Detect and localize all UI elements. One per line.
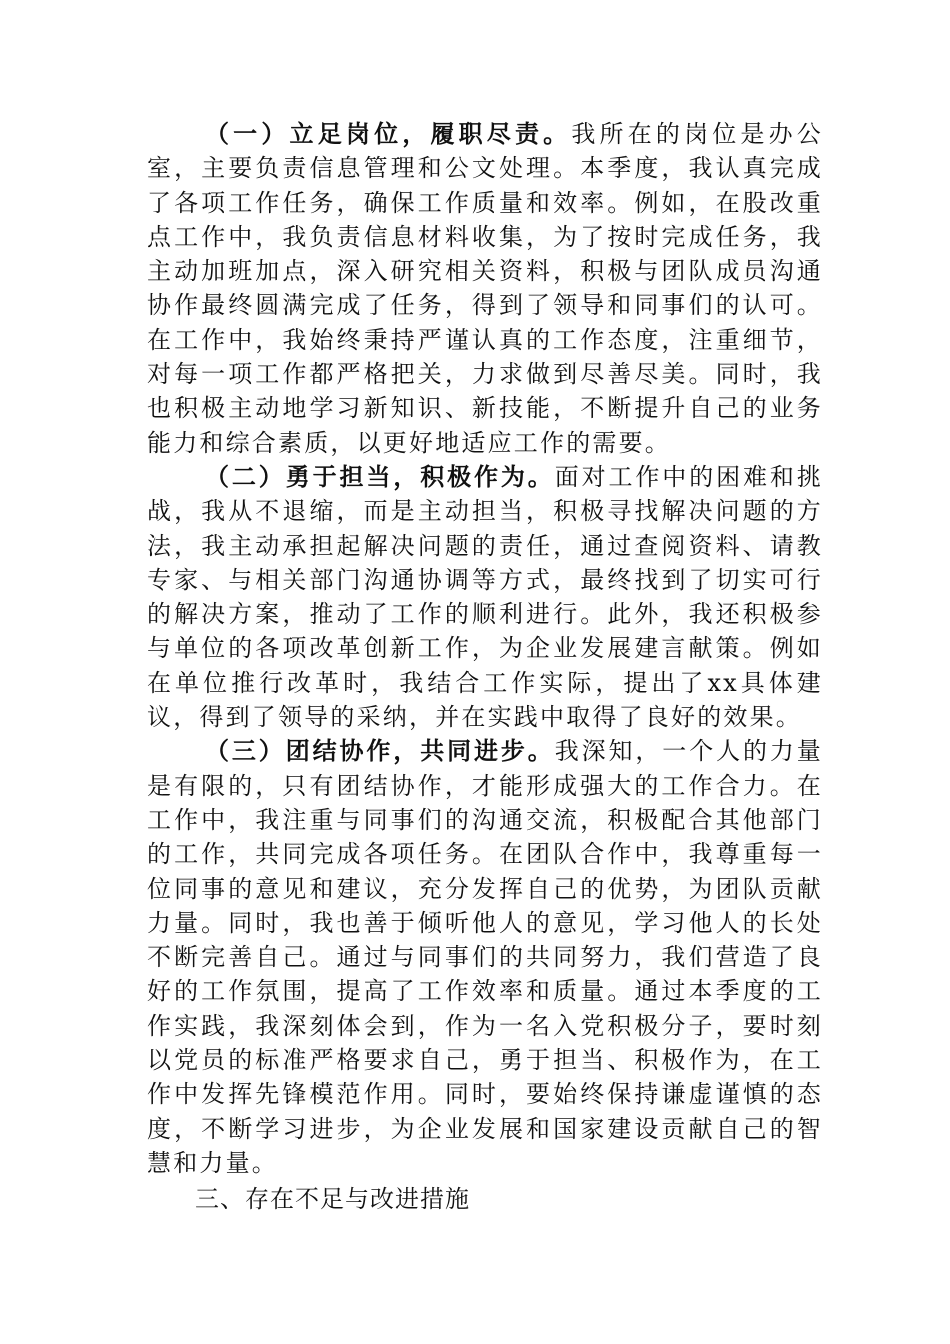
paragraph-3 [147, 734, 823, 1180]
paragraph-3-lead: （三）团结协作，共同进步。 [205, 737, 555, 766]
paragraph-1 [147, 117, 823, 460]
paragraph-3-body: 我深知，一个人的力量是有限的，只有团结协作，才能形成强大的工作合力。在工作中，我注重与同事们的沟通交流，积极配合其他部门的工作，共同完成各项任务。在团队合作中，我尊重每一位同事的意见和建议，充分发挥自己的优势，为团队贡献力量。同时，我也善于倾听他人的意见，学习他人的长处不断完善自己。通过与同事们的共同努力，我们营造了良好的工作氛围，提高了工作效率和质量。通过本季度的工作实践，我深刻体会到，作为一名入党积极分子，要时刻以党员的标准严格要求自己，勇于担当、积极作为，在工作中发挥先锋模范作用。同时，要始终保持谦虚谨慎的态度，不断学习进步，为企业发展和国家建设贡献自己的智慧和力量。 [147, 737, 823, 1177]
paragraph-1-lead: （一）立足岗位，履职尽责。 [205, 120, 572, 148]
paragraph-2-body: 面对工作中的困难和挑战，我从不退缩，而是主动担当，积极寻找解决问题的方法，我主动承担起解决问题的责任，通过查阅资料、请教专家、与相关部门沟通协调等方式，最终找到了切实可行的解决方案，推动了工作的顺利进行。此外，我还积极参与单位的各项改革创新工作，为企业发展建言献策。例如在单位推行改革时，我结合工作实际，提出了xx具体建议，得到了领导的采纳，并在实践中取得了良好的效果。 [147, 462, 823, 732]
document-page [147, 117, 823, 1217]
section-heading: 三、存在不足与改进措施 [195, 1185, 470, 1214]
paragraph-2-lead: （二）勇于担当，积极作为。 [205, 462, 555, 491]
paragraph-1-body: 我所在的岗位是办公室，主要负责信息管理和公文处理。本季度，我认真完成了各项工作任务，确保工作质量和效率。例如，在股改重点工作中，我负责信息材料收集，为了按时完成任务，我主动加班加点，深入研究相关资料，积极与团队成员沟通协作最终圆满完成了任务，得到了领导和同事们的认可。在工作中，我始终秉持严谨认真的工作态度，注重细节，对每一项工作都严格把关，力求做到尽善尽美。同时，我也积极主动地学习新知识、新技能，不断提升自己的业务能力和综合素质，以更好地适应工作的需要。 [147, 120, 823, 457]
paragraph-2 [147, 460, 823, 734]
